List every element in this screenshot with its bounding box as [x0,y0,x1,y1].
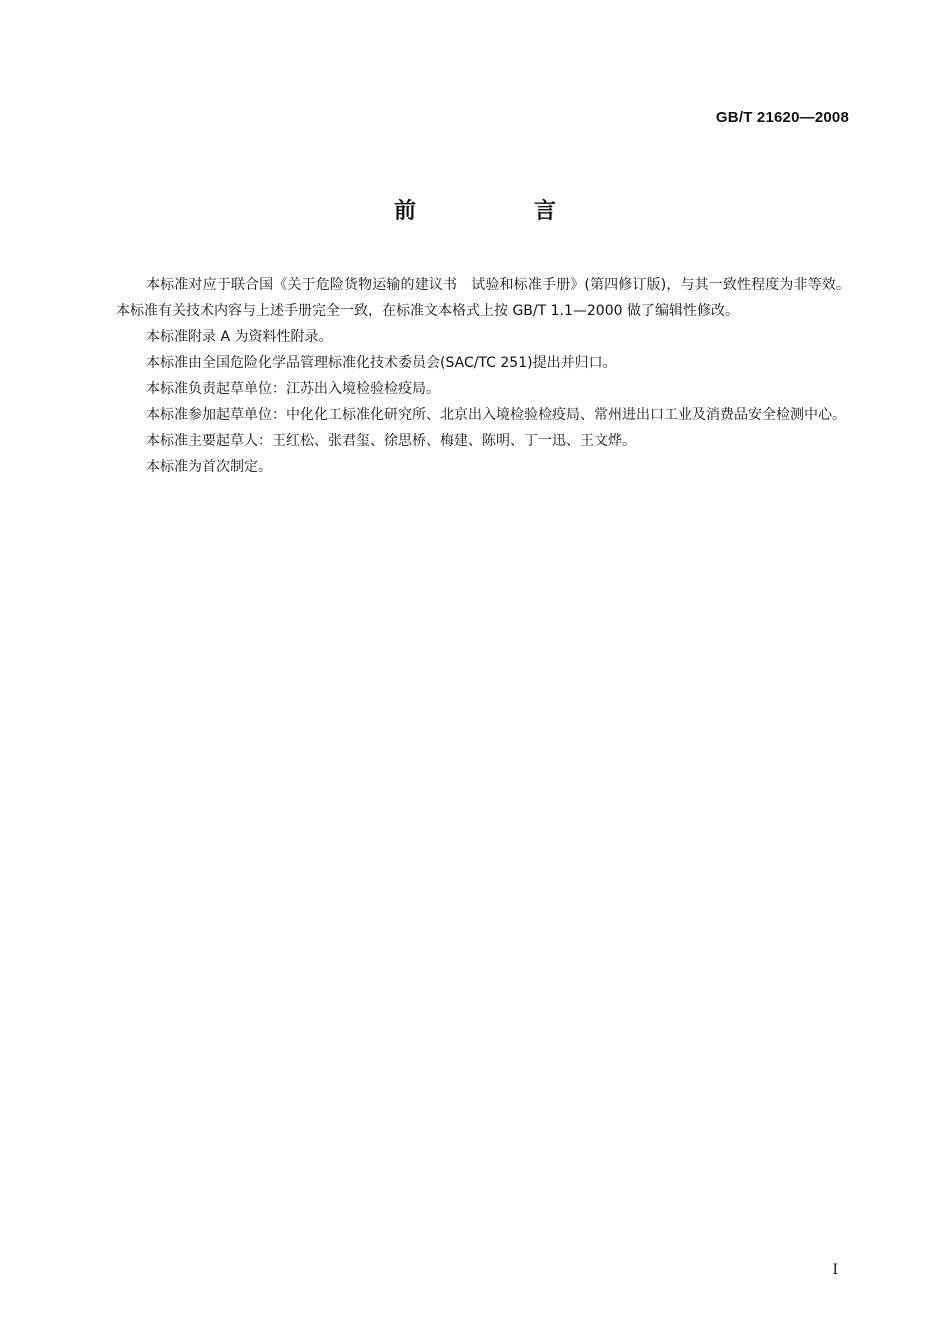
page-number: I [832,1262,838,1278]
standard-code: GB/T 21620—2008 [715,109,849,126]
paragraph-participating-drafters: 本标准参加起草单位：中化化工标准化研究所、北京出入境检验检疫局、常州进出口工业及消费品安全检测中心。 [146,407,846,423]
paragraph-first-edition: 本标准为首次制定。 [146,459,272,475]
preface-body [116,272,850,480]
paragraph-responsible-drafter: 本标准负责起草单位：江苏出入境检验检疫局。 [146,381,440,397]
paragraph-proposer: 本标准由全国危险化学品管理标准化技术委员会(SAC/TC 251)提出并归口。 [146,355,617,371]
paragraph-main-drafters: 本标准主要起草人：王红松、张君玺、徐思桥、梅建、陈明、丁一迅、王文烨。 [146,433,636,449]
paragraph-annex: 本标准附录 A 为资料性附录。 [146,329,333,345]
paragraph-equivalence: 本标准对应于联合国《关于危险货物运输的建议书 试验和标准手册》(第四修订版)，与其一致性程度为非等效。本标准有关技术内容与上述手册完全一致，在标准文本格式上按 GB/T 1.1—2000 做了编辑性修改。 [116,277,850,319]
page-title: 前 言 [393,199,604,224]
